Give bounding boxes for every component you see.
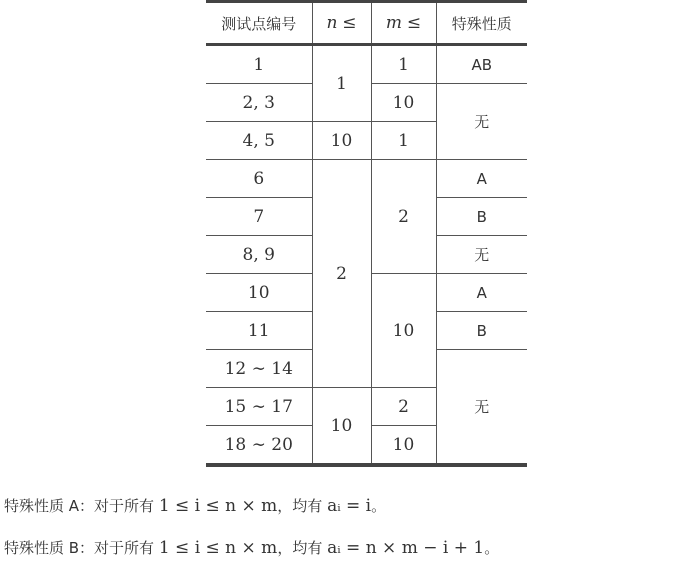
cell-m: 1 xyxy=(371,45,436,84)
property-a-note xyxy=(4,495,386,516)
property-b-note xyxy=(4,537,499,558)
note-condition: 1 ≤ i ≤ n × m xyxy=(158,496,278,516)
cell-property: 无 xyxy=(436,350,527,466)
cell-n: 10 xyxy=(312,388,371,466)
note-end: 。 xyxy=(484,539,500,557)
cell-m: 2 xyxy=(371,160,436,274)
cell-property: 无 xyxy=(436,84,527,160)
cell-id: 12 ∼ 14 xyxy=(206,350,312,388)
cell-m: 1 xyxy=(371,122,436,160)
cell-property: AB xyxy=(436,45,527,84)
header-n: n ≤ xyxy=(312,2,371,45)
cell-property: B xyxy=(436,198,527,236)
note-text: ，均有 xyxy=(277,497,328,515)
cell-m: 10 xyxy=(371,274,436,388)
cell-id: 6 xyxy=(206,160,312,198)
note-condition: 1 ≤ i ≤ n × m xyxy=(158,538,278,558)
header-property: 特殊性质 xyxy=(436,2,527,45)
cell-id: 1 xyxy=(206,45,312,84)
cell-m: 10 xyxy=(371,426,436,466)
cell-id: 18 ∼ 20 xyxy=(206,426,312,466)
cell-property: B xyxy=(436,312,527,350)
note-formula: aᵢ = i xyxy=(327,496,372,516)
test-point-table xyxy=(206,0,527,467)
note-text: ，均有 xyxy=(277,539,328,557)
cell-id: 8, 9 xyxy=(206,236,312,274)
cell-n: 1 xyxy=(312,45,371,122)
cell-id: 10 xyxy=(206,274,312,312)
cell-property: A xyxy=(436,274,527,312)
cell-property: 无 xyxy=(436,236,527,274)
header-m: m ≤ xyxy=(371,2,436,45)
cell-m: 2 xyxy=(371,388,436,426)
table-row xyxy=(206,45,527,84)
cell-n: 10 xyxy=(312,122,371,160)
cell-id: 7 xyxy=(206,198,312,236)
cell-id: 15 ∼ 17 xyxy=(206,388,312,426)
cell-id: 4, 5 xyxy=(206,122,312,160)
note-end: 。 xyxy=(371,497,387,515)
cell-m: 10 xyxy=(371,84,436,122)
note-label: 特殊性质 A：对于所有 xyxy=(4,497,159,515)
header-test-id: 测试点编号 xyxy=(206,2,312,45)
cell-n: 2 xyxy=(312,160,371,388)
note-label: 特殊性质 B：对于所有 xyxy=(4,539,159,557)
cell-id: 11 xyxy=(206,312,312,350)
cell-property: A xyxy=(436,160,527,198)
note-formula: aᵢ = n × m − i + 1 xyxy=(327,538,485,558)
table-header xyxy=(206,2,527,45)
cell-id: 2, 3 xyxy=(206,84,312,122)
table-row xyxy=(206,160,527,198)
